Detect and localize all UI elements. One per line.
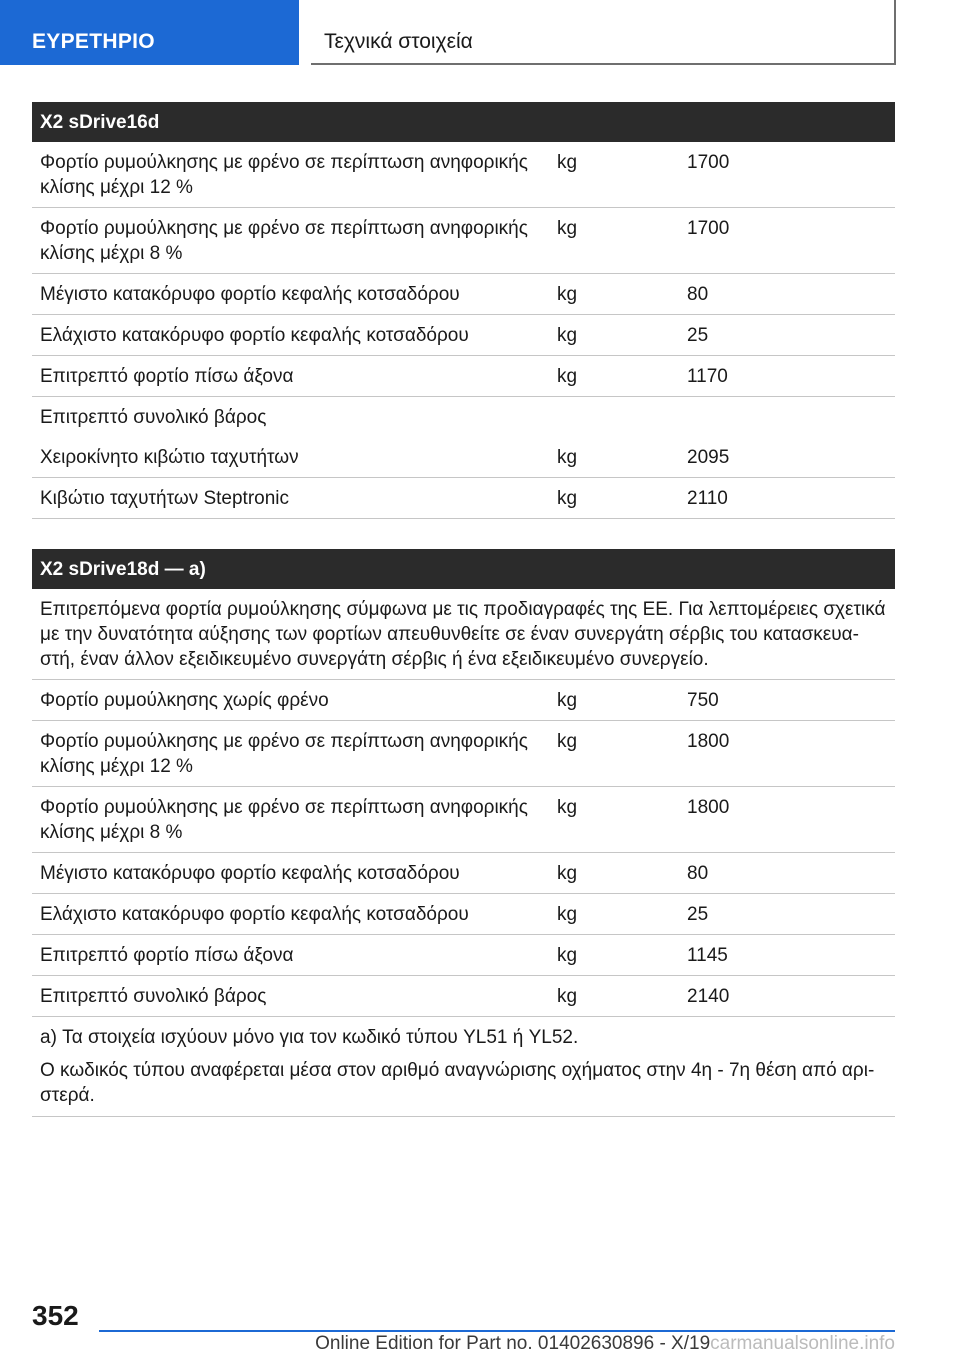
cell-label: Φορτίο ρυμούλκησης με φρένο σε περίπτωση ανηφορικής κλίσης μέχρι 12 %	[40, 731, 528, 777]
index-tab[interactable]: ΕΥΡΕΤΗΡΙΟ	[0, 0, 299, 65]
table-row	[32, 935, 895, 976]
cell-unit: kg	[557, 488, 578, 509]
table-row	[32, 787, 895, 853]
cell-unit	[548, 397, 678, 437]
cell-unit: kg	[557, 863, 578, 884]
cell-label: Κιβώτιο ταχυτήτων Steptronic	[40, 488, 290, 509]
cell-unit: kg	[557, 218, 578, 239]
section-title: X2 sDrive16d	[32, 102, 895, 142]
spec-table	[32, 680, 895, 1017]
cell-value: 80	[687, 863, 709, 884]
footnote: a) Τα στοιχεία ισχύουν μόνο για τον κωδικό τύπου YL51 ή YL52.	[40, 1027, 579, 1048]
edition-text: Online Edition for Part no. 01402630896 - X/19	[315, 1333, 711, 1354]
cell-value: 25	[687, 904, 709, 925]
cell-unit: kg	[557, 447, 578, 468]
watermark: carmanualsonline.info	[710, 1333, 895, 1354]
table-row	[32, 894, 895, 935]
cell-label: Φορτίο ρυμούλκησης με φρένο σε περίπτωση ανηφορικής κλίσης μέχρι 8 %	[40, 797, 528, 843]
cell-value	[678, 397, 895, 437]
footnote: Ο κωδικός τύπου αναφέρεται μέσα στον αριθμό αναγνώρισης οχήματος στην 4η - 7η θέση από αριστερά.	[40, 1060, 875, 1106]
cell-unit: kg	[557, 986, 578, 1007]
table-row	[32, 142, 895, 208]
table-row	[32, 478, 895, 519]
cell-unit: kg	[557, 366, 578, 387]
cell-value: 1800	[687, 797, 730, 818]
section-title: X2 sDrive18d — a)	[32, 549, 895, 589]
section-intro: Επιτρεπόμενα φορτία ρυμούλκησης σύμφωνα με τις προδιαγραφές της ΕΕ. Για λεπτομέρειες σχετικά με την δυνατότητα αύξησης των φορτίων απευθυνθείτε σε έναν συνεργάτη σέρβις του κατασκευαστή, έναν άλλον εξειδικευμένο συνεργάτη σέρβις ή ένα εξειδικευμένο συνεργείο.	[32, 589, 895, 680]
cell-value: 2110	[687, 488, 728, 509]
cell-value: 2140	[687, 986, 730, 1007]
footer-rule	[99, 1330, 895, 1332]
footnote-block	[32, 1017, 895, 1117]
cell-value: 1170	[687, 366, 728, 387]
cell-value: 1700	[687, 218, 730, 239]
cell-label: Ελάχιστο κατακόρυφο φορτίο κεφαλής κοτσαδόρου	[40, 325, 469, 346]
spec-table	[32, 142, 895, 519]
cell-label: Μέγιστο κατακόρυφο φορτίο κεφαλής κοτσαδόρου	[40, 863, 460, 884]
footer-edition	[285, 1333, 895, 1355]
cell-value: 1800	[687, 731, 730, 752]
cell-label: Επιτρεπτό φορτίο πίσω άξονα	[40, 366, 294, 387]
cell-unit: kg	[557, 284, 578, 305]
table-row	[32, 853, 895, 894]
table-row	[32, 208, 895, 274]
cell-value: 1700	[687, 152, 730, 173]
table-row	[32, 721, 895, 787]
cell-label: Επιτρεπτό φορτίο πίσω άξονα	[40, 945, 294, 966]
cell-label: Μέγιστο κατακόρυφο φορτίο κεφαλής κοτσαδόρου	[40, 284, 460, 305]
cell-value: 25	[687, 325, 709, 346]
cell-label: Φορτίο ρυμούλκησης με φρένο σε περίπτωση ανηφορικής κλίσης μέχρι 12 %	[40, 152, 528, 198]
chapter-tab[interactable]: Τεχνικά στοιχεία	[311, 0, 896, 65]
cell-value: 2095	[687, 447, 730, 468]
cell-label: Επιτρεπτό συνολικό βάρος	[40, 986, 267, 1007]
table-row	[32, 397, 895, 437]
table-row	[32, 680, 895, 721]
cell-unit: kg	[557, 325, 578, 346]
cell-unit: kg	[557, 904, 578, 925]
table-row	[32, 315, 895, 356]
table-row	[32, 437, 895, 478]
page-content	[32, 102, 895, 1117]
cell-value: 750	[687, 690, 719, 711]
cell-label: Φορτίο ρυμούλκησης με φρένο σε περίπτωση ανηφορικής κλίσης μέχρι 8 %	[40, 218, 528, 264]
cell-value: 80	[687, 284, 709, 305]
cell-label: Φορτίο ρυμούλκησης χωρίς φρένο	[40, 690, 329, 711]
table-row	[32, 356, 895, 397]
cell-label: Επιτρεπτό συνολικό βάρος	[40, 407, 267, 428]
table-row	[32, 976, 895, 1017]
cell-unit: kg	[557, 945, 578, 966]
cell-label: Χειροκίνητο κιβώτιο ταχυτήτων	[40, 447, 299, 468]
cell-value: 1145	[687, 945, 728, 966]
table-row	[32, 274, 895, 315]
page-number: 352	[32, 1300, 79, 1331]
cell-unit: kg	[557, 797, 578, 818]
cell-unit: kg	[557, 152, 578, 173]
cell-label: Ελάχιστο κατακόρυφο φορτίο κεφαλής κοτσαδόρου	[40, 904, 469, 925]
cell-unit: kg	[557, 731, 578, 752]
cell-unit: kg	[557, 690, 578, 711]
